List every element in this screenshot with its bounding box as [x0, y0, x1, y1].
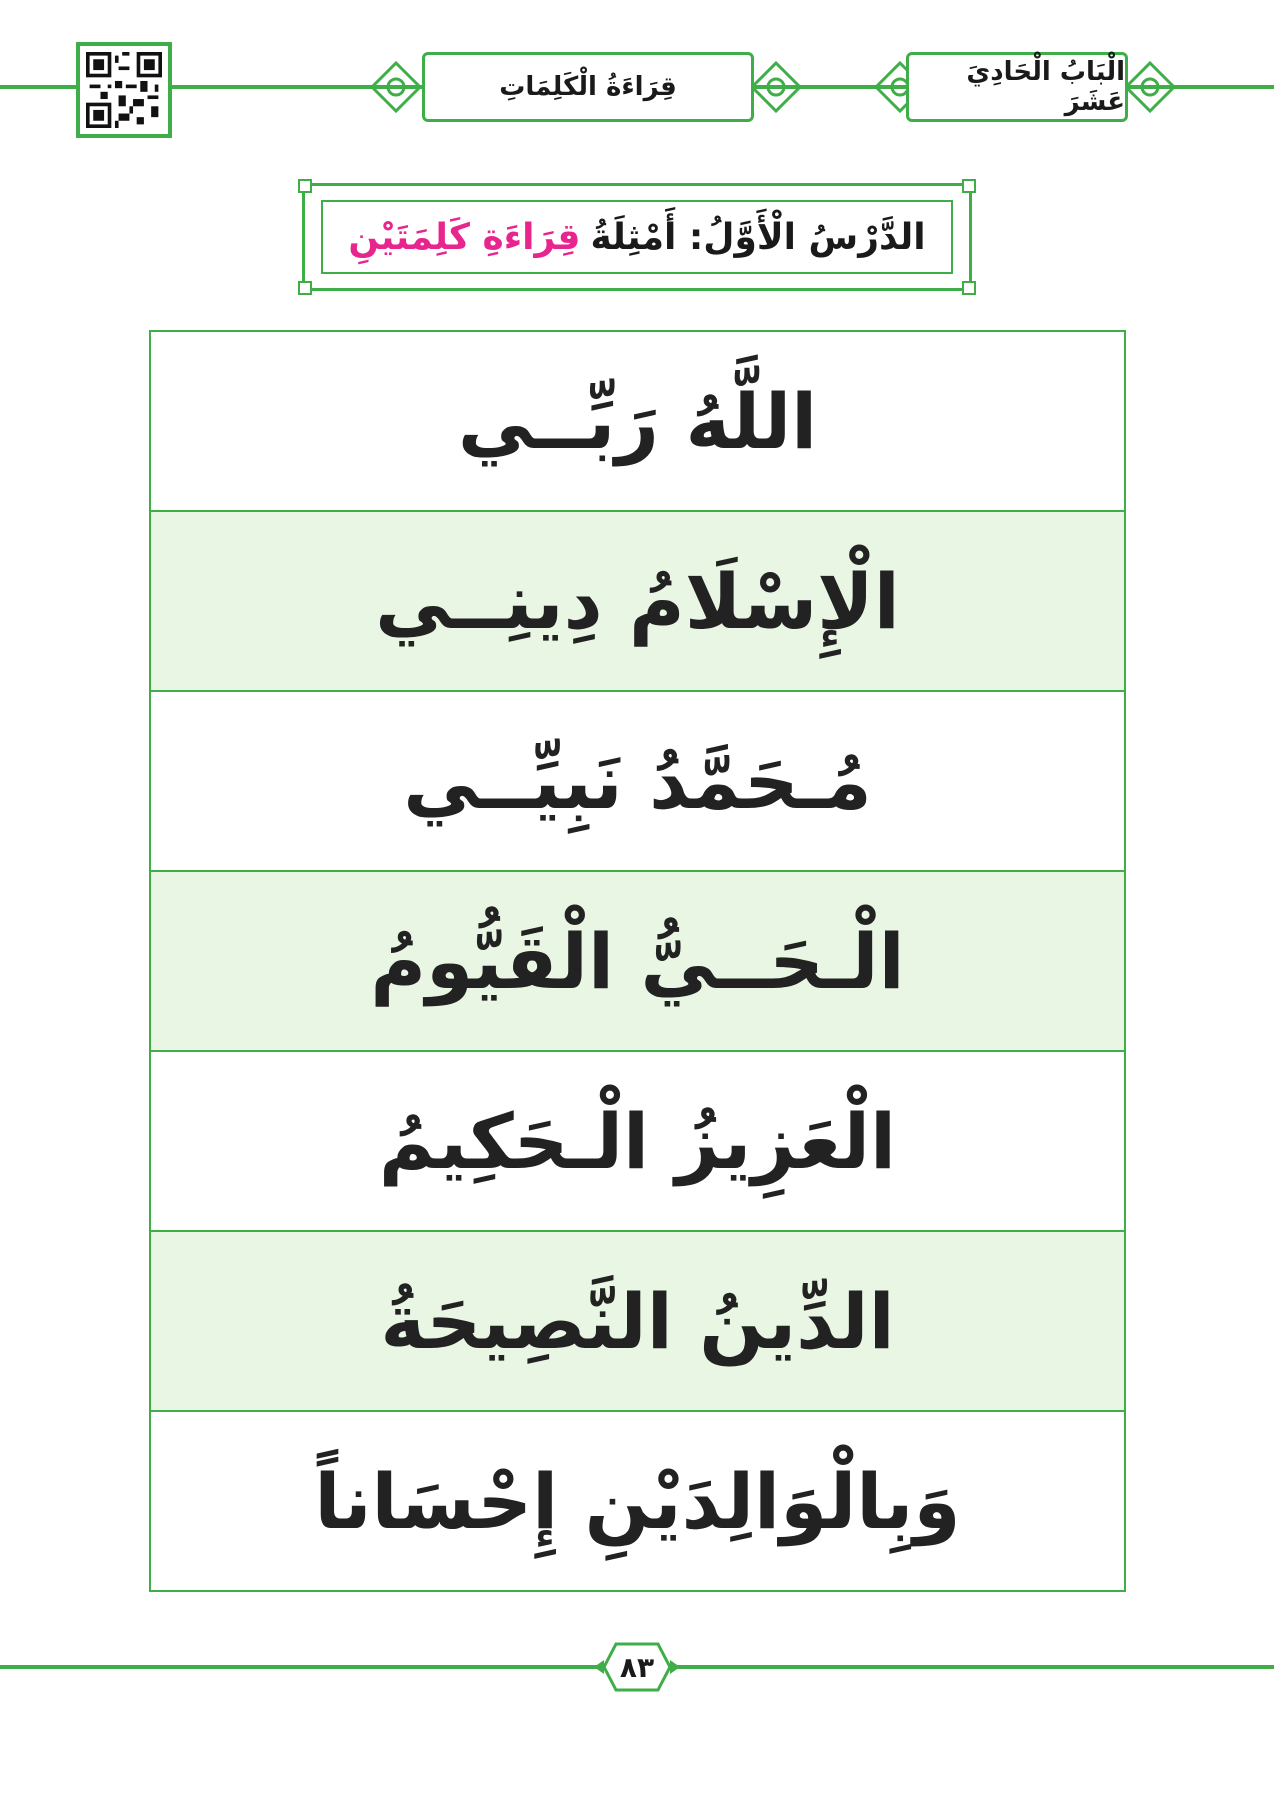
- corner-square: [298, 179, 312, 193]
- corner-square: [962, 281, 976, 295]
- lesson-title-prefix: الدَّرْسُ الْأَوَّلُ: أَمْثِلَةُ: [590, 216, 926, 258]
- corner-square: [298, 281, 312, 295]
- section-tab-label: قِرَاءَةُ الْكَلِمَاتِ: [499, 72, 677, 102]
- phrases-table: [149, 330, 1126, 1592]
- lesson-title-accent: قِرَاءَةِ كَلِمَتَيْنِ: [348, 216, 581, 258]
- qr-code[interactable]: [76, 42, 172, 138]
- chapter-tab[interactable]: [906, 52, 1128, 122]
- table-row: اللَّهُ رَبِّــي: [151, 332, 1124, 512]
- ornament-icon: [748, 59, 804, 115]
- section-tab[interactable]: [422, 52, 754, 122]
- lesson-title-box: [302, 183, 972, 291]
- table-row: الْإِسْلَامُ دِينِــي: [151, 512, 1124, 692]
- table-row: الْعَزِيزُ الْـحَكِيمُ: [151, 1052, 1124, 1232]
- table-row: الْـحَــيُّ الْقَيُّومُ: [151, 872, 1124, 1052]
- table-row: الدِّينُ النَّصِيحَةُ: [151, 1232, 1124, 1412]
- table-row: مُـحَمَّدُ نَبِيِّــي: [151, 692, 1124, 872]
- table-row: وَبِالْوَالِدَيْنِ إِحْسَاناً: [314, 1456, 961, 1546]
- corner-square: [962, 179, 976, 193]
- qr-code-icon: [86, 52, 162, 128]
- ornament-icon: [368, 59, 424, 115]
- chapter-tab-label: الْبَابُ الْحَادِيَ عَشَرَ: [966, 57, 1125, 117]
- ornament-icon: [1122, 59, 1178, 115]
- page-number: ٨٣: [619, 1650, 655, 1684]
- lesson-title: [321, 200, 953, 274]
- page-number-badge: [592, 1638, 682, 1696]
